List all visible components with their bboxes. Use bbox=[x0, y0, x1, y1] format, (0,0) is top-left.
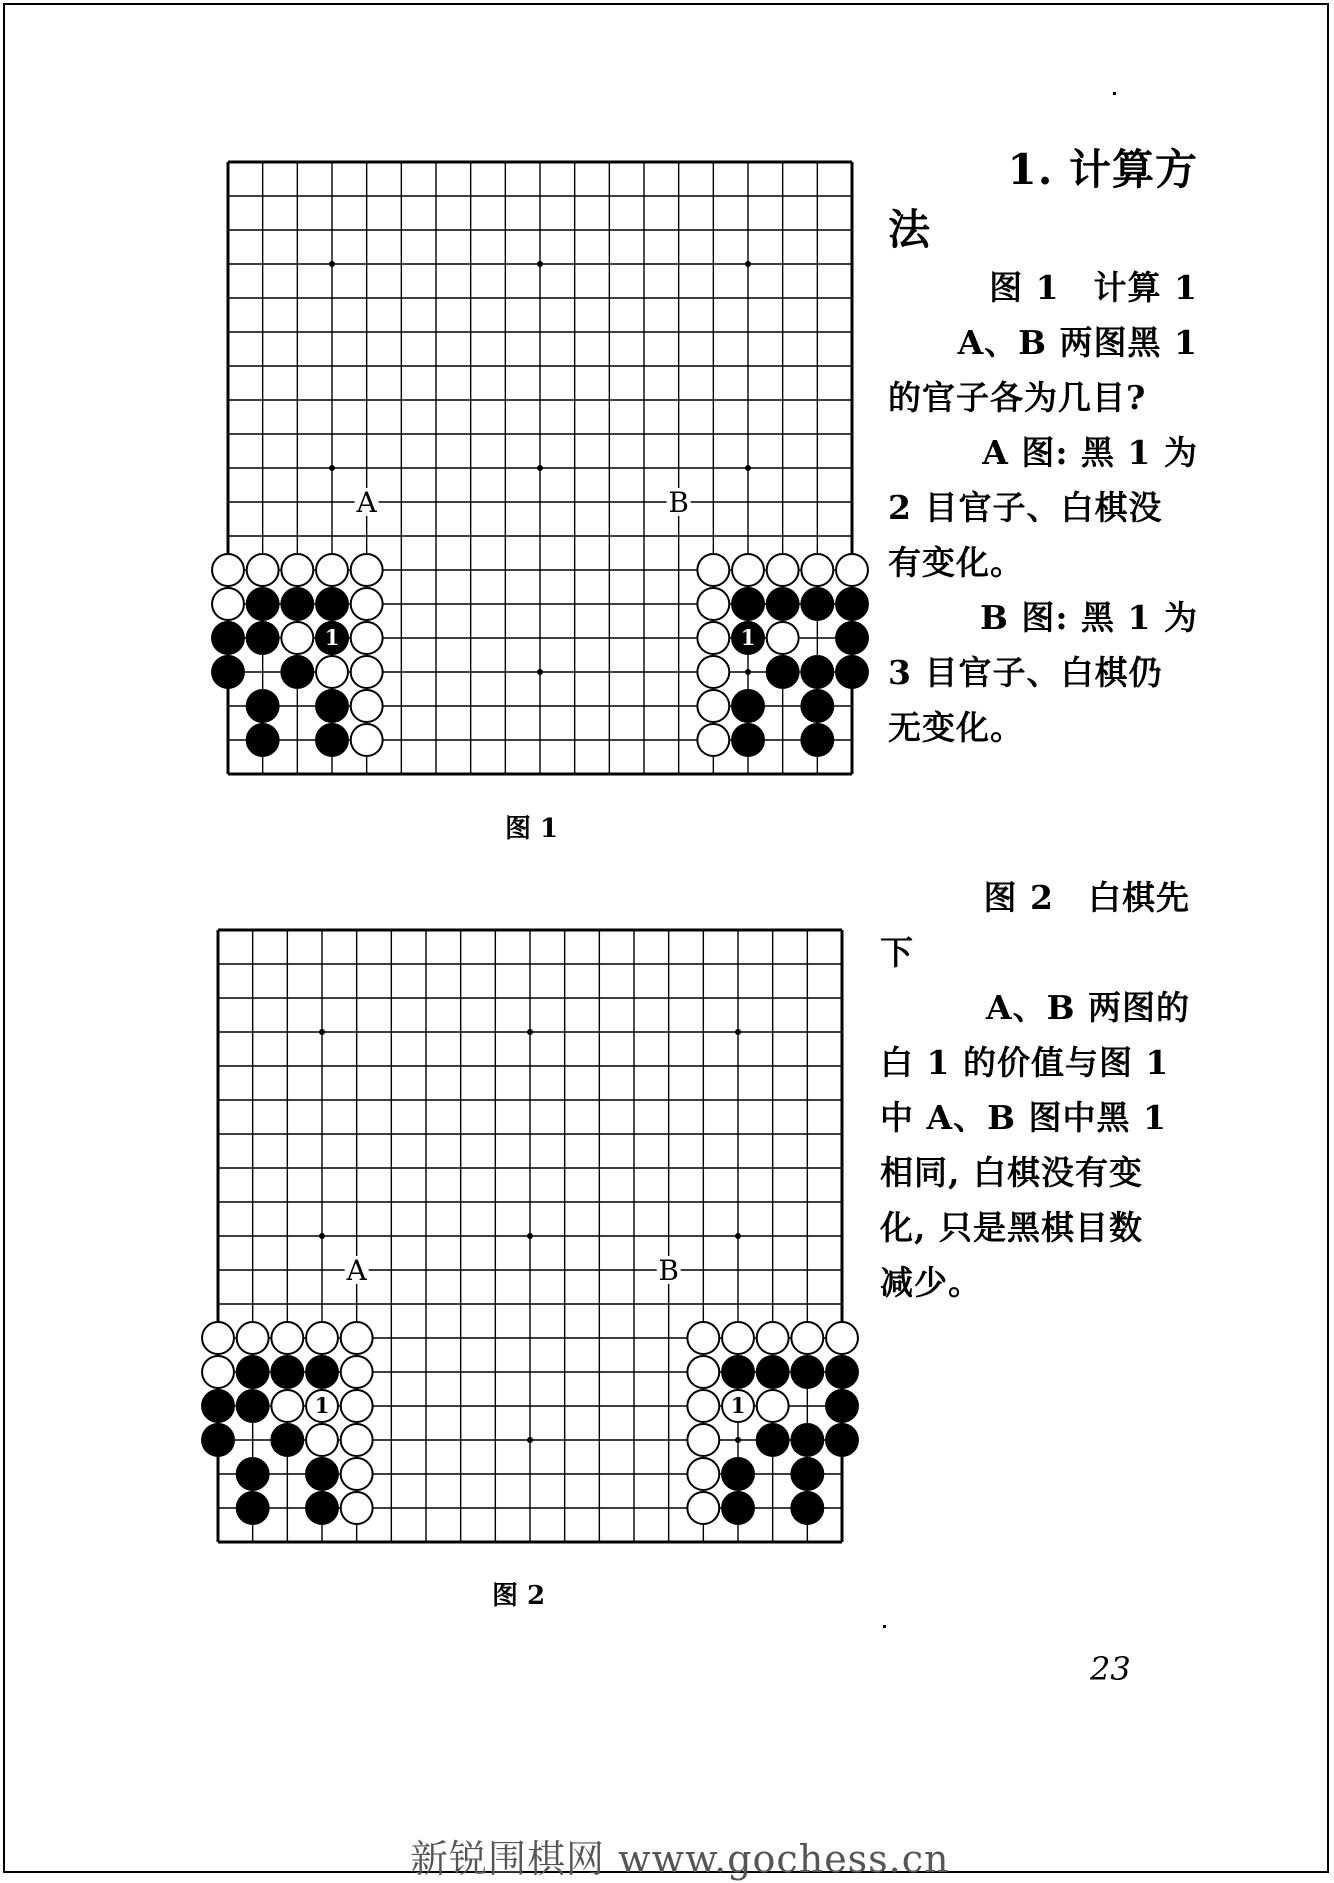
figure-2-text-line2: 白 1 的价值与图 1 bbox=[880, 1043, 1170, 1082]
speck-mark bbox=[883, 1625, 886, 1628]
star-point bbox=[745, 669, 751, 675]
board-label: B bbox=[668, 486, 689, 519]
black-stone bbox=[306, 1356, 338, 1388]
figure-1-answer-a-line1: A 图: 黑 1 为 bbox=[982, 433, 1198, 472]
white-stone bbox=[212, 588, 244, 620]
black-stone bbox=[237, 1458, 269, 1490]
black-stone bbox=[836, 588, 868, 620]
go-board-figure-1 bbox=[210, 150, 870, 790]
black-stone bbox=[316, 690, 348, 722]
white-stone bbox=[351, 622, 383, 654]
white-stone bbox=[341, 1390, 373, 1422]
figure-1-answer-b-line3: 无变化。 bbox=[888, 708, 1024, 747]
star-point bbox=[527, 1437, 533, 1443]
black-stone bbox=[316, 724, 348, 756]
black-stone bbox=[722, 1492, 754, 1524]
white-stone bbox=[281, 622, 313, 654]
white-stone bbox=[687, 1424, 719, 1456]
black-stone bbox=[826, 1424, 858, 1456]
figure-1-title: 图 1 计算 1 bbox=[989, 268, 1198, 307]
black-stone bbox=[732, 690, 764, 722]
white-stone bbox=[271, 1390, 303, 1422]
black-stone bbox=[767, 588, 799, 620]
section-heading-line2: 法 bbox=[888, 205, 932, 254]
white-stone bbox=[687, 1492, 719, 1524]
figure-1-question-line2: 的官子各为几目? bbox=[888, 378, 1147, 417]
star-point bbox=[745, 261, 751, 267]
black-stone bbox=[247, 588, 279, 620]
white-stone bbox=[281, 554, 313, 586]
white-stone bbox=[767, 622, 799, 654]
black-stone bbox=[801, 588, 833, 620]
move-number: 1 bbox=[740, 625, 756, 650]
move-number: 1 bbox=[324, 625, 340, 650]
figure-2-text-line3: 中 A、B 图中黑 1 bbox=[880, 1098, 1167, 1137]
white-stone bbox=[697, 554, 729, 586]
black-stone bbox=[202, 1424, 234, 1456]
white-stone bbox=[801, 554, 833, 586]
black-stone bbox=[757, 1424, 789, 1456]
black-stone bbox=[271, 1356, 303, 1388]
figure-2-text-line6: 减少。 bbox=[880, 1263, 982, 1302]
white-stone bbox=[351, 690, 383, 722]
white-stone bbox=[757, 1322, 789, 1354]
black-stone bbox=[826, 1356, 858, 1388]
white-stone bbox=[697, 724, 729, 756]
white-stone bbox=[316, 656, 348, 688]
star-point bbox=[329, 261, 335, 267]
white-stone bbox=[687, 1356, 719, 1388]
star-point bbox=[319, 1233, 325, 1239]
star-point bbox=[527, 1233, 533, 1239]
black-stone bbox=[271, 1424, 303, 1456]
section-heading-line1: 1. 计算方 bbox=[1007, 145, 1198, 194]
white-stone bbox=[697, 656, 729, 688]
white-stone bbox=[697, 622, 729, 654]
black-stone bbox=[247, 622, 279, 654]
black-stone bbox=[722, 1458, 754, 1490]
black-stone bbox=[791, 1424, 823, 1456]
star-point bbox=[527, 1029, 533, 1035]
white-stone bbox=[697, 588, 729, 620]
board-label: A bbox=[346, 1254, 367, 1287]
white-stone bbox=[351, 724, 383, 756]
move-number: 1 bbox=[730, 1393, 746, 1418]
white-stone bbox=[341, 1492, 373, 1524]
black-stone bbox=[791, 1356, 823, 1388]
figure-1-caption: 图 1 bbox=[505, 814, 559, 844]
white-stone bbox=[791, 1322, 823, 1354]
figure-2-text-line1: A、B 两图的 bbox=[986, 988, 1190, 1027]
star-point bbox=[745, 465, 751, 471]
white-stone bbox=[341, 1356, 373, 1388]
black-stone bbox=[801, 690, 833, 722]
section-1-text bbox=[888, 140, 1198, 755]
white-stone bbox=[341, 1458, 373, 1490]
go-board-figure-2 bbox=[200, 918, 860, 1558]
black-stone bbox=[826, 1390, 858, 1422]
white-stone bbox=[836, 554, 868, 586]
white-stone bbox=[351, 588, 383, 620]
white-stone bbox=[247, 554, 279, 586]
white-stone bbox=[212, 554, 244, 586]
move-number: 1 bbox=[314, 1393, 330, 1418]
white-stone bbox=[316, 554, 348, 586]
board-label: A bbox=[356, 486, 377, 519]
black-stone bbox=[732, 724, 764, 756]
black-stone bbox=[237, 1492, 269, 1524]
figure-2-title-line1: 图 2 白棋先 bbox=[983, 878, 1190, 917]
figure-2-text-line5: 化, 只是黑棋目数 bbox=[880, 1208, 1143, 1247]
white-stone bbox=[237, 1322, 269, 1354]
figure-2-text-line4: 相同, 白棋没有变 bbox=[880, 1153, 1143, 1192]
black-stone bbox=[791, 1492, 823, 1524]
black-stone bbox=[836, 656, 868, 688]
white-stone bbox=[271, 1322, 303, 1354]
figure-1-answer-b-line2: 3 目官子、白棋仍 bbox=[888, 653, 1163, 692]
figure-2-text bbox=[880, 870, 1190, 1310]
black-stone bbox=[247, 724, 279, 756]
black-stone bbox=[836, 622, 868, 654]
black-stone bbox=[212, 656, 244, 688]
board-label: B bbox=[658, 1254, 679, 1287]
star-point bbox=[735, 1029, 741, 1035]
speck-mark bbox=[1113, 92, 1116, 95]
black-stone bbox=[791, 1458, 823, 1490]
black-stone bbox=[281, 588, 313, 620]
white-stone bbox=[202, 1322, 234, 1354]
page-number: 23 bbox=[1090, 1650, 1131, 1688]
white-stone bbox=[697, 690, 729, 722]
white-stone bbox=[341, 1424, 373, 1456]
white-stone bbox=[687, 1390, 719, 1422]
white-stone bbox=[351, 656, 383, 688]
star-point bbox=[537, 669, 543, 675]
black-stone bbox=[306, 1492, 338, 1524]
star-point bbox=[319, 1029, 325, 1035]
black-stone bbox=[237, 1356, 269, 1388]
black-stone bbox=[757, 1356, 789, 1388]
black-stone bbox=[237, 1390, 269, 1422]
go-board-svg-2 bbox=[200, 918, 860, 1558]
black-stone bbox=[306, 1458, 338, 1490]
black-stone bbox=[722, 1356, 754, 1388]
figure-1-question-line1: A、B 两图黑 1 bbox=[957, 323, 1198, 362]
star-point bbox=[537, 465, 543, 471]
black-stone bbox=[801, 656, 833, 688]
black-stone bbox=[281, 656, 313, 688]
figure-1-answer-a-line3: 有变化。 bbox=[888, 543, 1024, 582]
white-stone bbox=[687, 1458, 719, 1490]
white-stone bbox=[687, 1322, 719, 1354]
white-stone bbox=[722, 1322, 754, 1354]
watermark: 新锐围棋网 www.gochess.cn bbox=[410, 1837, 950, 1881]
figure-2-caption: 图 2 bbox=[492, 1581, 546, 1611]
figure-1-answer-a-line2: 2 目官子、白棋没 bbox=[888, 488, 1163, 527]
star-point bbox=[329, 465, 335, 471]
black-stone bbox=[801, 724, 833, 756]
black-stone bbox=[316, 588, 348, 620]
white-stone bbox=[767, 554, 799, 586]
black-stone bbox=[247, 690, 279, 722]
white-stone bbox=[306, 1322, 338, 1354]
go-board-svg-1 bbox=[210, 150, 870, 790]
black-stone bbox=[732, 588, 764, 620]
star-point bbox=[735, 1233, 741, 1239]
white-stone bbox=[306, 1424, 338, 1456]
black-stone bbox=[212, 622, 244, 654]
white-stone bbox=[351, 554, 383, 586]
white-stone bbox=[732, 554, 764, 586]
figure-2-title-line2: 下 bbox=[880, 933, 914, 972]
white-stone bbox=[202, 1356, 234, 1388]
black-stone bbox=[767, 656, 799, 688]
black-stone bbox=[202, 1390, 234, 1422]
white-stone bbox=[757, 1390, 789, 1422]
star-point bbox=[735, 1437, 741, 1443]
figure-1-answer-b-line1: B 图: 黑 1 为 bbox=[980, 598, 1198, 637]
white-stone bbox=[826, 1322, 858, 1354]
white-stone bbox=[341, 1322, 373, 1354]
star-point bbox=[537, 261, 543, 267]
